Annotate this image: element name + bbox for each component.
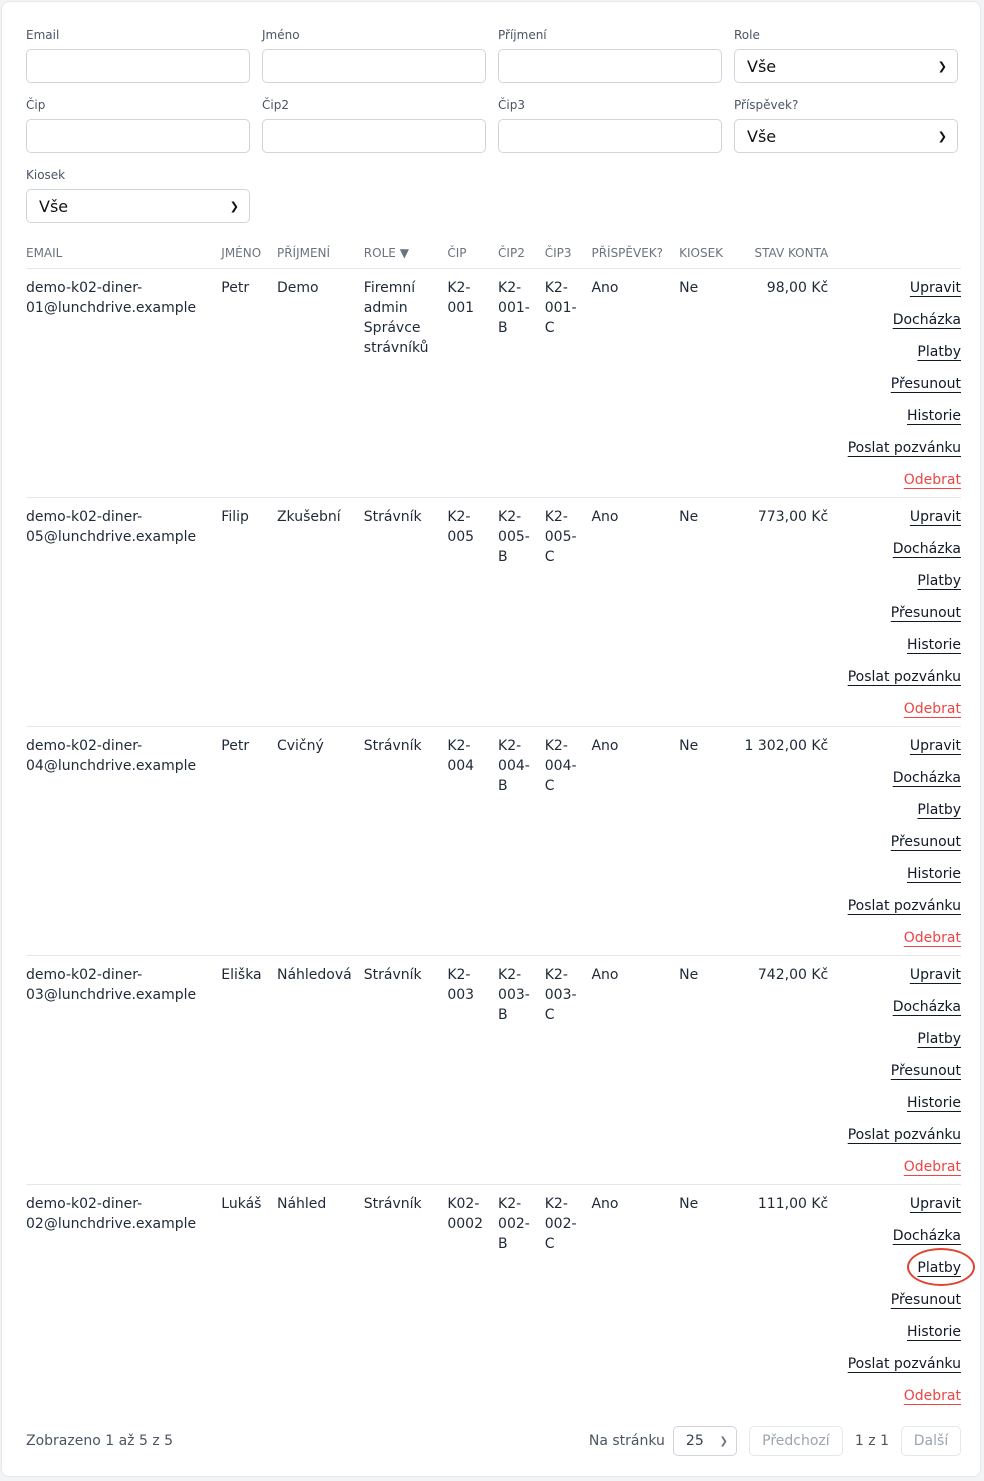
next-page-button[interactable]: Další [901, 1426, 961, 1456]
role-filter-value: Vše [747, 56, 777, 76]
cell-kiosk: Ne [679, 727, 744, 956]
cell-kiosk: Ne [679, 269, 744, 498]
header-chip[interactable]: ČIP [447, 238, 498, 269]
cell-contribution: Ano [591, 1196, 619, 1212]
table-row [26, 269, 961, 498]
chip2-line: 005- [498, 529, 530, 545]
chip3-line: 002- [544, 1216, 577, 1232]
cell-last-name: Cvičný [277, 727, 364, 956]
cell-first-name: Petr [221, 727, 277, 956]
sort-desc-icon: ▼ [399, 246, 409, 260]
chip2-line: B [498, 549, 508, 565]
edit-button[interactable]: Upravit [909, 280, 961, 296]
send-invite-button[interactable]: Poslat pozvánku [847, 1356, 961, 1372]
chip3-line: C [544, 778, 555, 794]
cell-role [364, 727, 448, 956]
per-page-label: Na stránku [588, 1433, 665, 1449]
chip3-line: 004- [544, 758, 577, 774]
chip3-filter-input[interactable] [498, 119, 722, 153]
remove-button[interactable]: Odebrat [903, 930, 961, 946]
chip-filter-label: Čip [26, 98, 46, 112]
page-indicator: 1 z 1 [854, 1433, 889, 1449]
cell-email [26, 269, 221, 498]
move-button[interactable]: Přesunout [890, 605, 961, 621]
kiosk-filter-value: Vše [39, 196, 69, 216]
chip2-filter-input[interactable] [262, 119, 486, 153]
cell-role [364, 956, 448, 1185]
cell-role [364, 269, 448, 498]
payments-button[interactable]: Platby [917, 802, 961, 818]
history-button[interactable]: Historie [906, 408, 961, 424]
header-balance[interactable]: STAV KONTA [745, 238, 837, 269]
send-invite-button[interactable]: Poslat pozvánku [847, 898, 961, 914]
kiosk-filter-select[interactable] [26, 189, 250, 223]
kiosk-filter [26, 166, 250, 236]
email-line: 03@lunchdrive.example [26, 987, 197, 1003]
email-line: 04@lunchdrive.example [26, 758, 197, 774]
role-line: Strávník [363, 509, 422, 525]
cell-first-name: Lukáš [221, 1196, 262, 1212]
cell-balance: 111,00 Kč [757, 1196, 829, 1212]
attendance-button[interactable]: Docházka [892, 312, 961, 328]
chip2-line: B [498, 1007, 508, 1023]
cell-chip [447, 1185, 498, 1418]
table-row [26, 498, 961, 727]
cell-contribution: Ano [591, 956, 679, 1185]
email-line: demo-k02-diner- [26, 738, 143, 754]
cell-kiosk: Ne [679, 956, 744, 1185]
attendance-button[interactable]: Docházka [892, 770, 961, 786]
chevron-down-icon: ❯ [937, 59, 947, 73]
chip-line: 005 [447, 529, 475, 545]
header-chip2[interactable]: ČIP2 [498, 238, 545, 269]
chip2-line: 003- [498, 987, 530, 1003]
users-table [26, 238, 961, 1418]
payments-button[interactable]: Platby [917, 344, 961, 360]
cell-balance: 98,00 Kč [745, 269, 837, 498]
role-line: admin [363, 300, 408, 316]
header-last-name[interactable]: PŘÍJMENÍ [277, 238, 364, 269]
cell-chip2 [498, 498, 545, 727]
payments-button[interactable]: Platby [836, 1258, 961, 1278]
role-filter-label: Role [734, 28, 760, 42]
attendance-button[interactable]: Docházka [892, 999, 961, 1015]
attendance-button[interactable]: Docházka [892, 541, 961, 557]
edit-button[interactable]: Upravit [909, 1196, 961, 1212]
chip3-line: K2- [544, 738, 568, 754]
table-row [26, 727, 961, 956]
history-button[interactable]: Historie [906, 1324, 961, 1340]
history-button[interactable]: Historie [906, 866, 961, 882]
chip3-line: K2- [544, 509, 568, 525]
last-name-filter [498, 26, 722, 96]
contribution-filter-select[interactable] [734, 119, 958, 153]
role-line: Firemní [363, 280, 416, 296]
table-header [26, 238, 961, 269]
remove-button[interactable]: Odebrat [903, 1388, 961, 1404]
email-line: demo-k02-diner- [26, 280, 143, 296]
cell-last-name: Demo [277, 269, 364, 498]
chevron-down-icon: ❯ [937, 129, 947, 143]
per-page-select[interactable] [673, 1426, 737, 1456]
first-name-filter-label: Jméno [262, 28, 300, 42]
last-name-filter-label: Příjmení [498, 28, 547, 42]
email-line: demo-k02-diner- [26, 1196, 143, 1212]
header-first-name[interactable]: JMÉNO [221, 238, 277, 269]
chip2-line: K2- [498, 509, 522, 525]
remove-button[interactable]: Odebrat [903, 472, 961, 488]
cell-role [364, 498, 448, 727]
role-line: strávníků [363, 340, 429, 356]
chip-line: 0002 [447, 1216, 483, 1232]
chip3-filter-label: Čip3 [498, 98, 525, 112]
chip3-line: K2- [544, 1196, 568, 1212]
chip-filter-input[interactable] [26, 119, 250, 153]
cell-actions [836, 1185, 961, 1418]
chip-line: K2- [447, 280, 471, 296]
filters-panel [26, 26, 959, 236]
cell-kiosk: Ne [679, 1196, 699, 1212]
chip-line: K2- [447, 967, 471, 983]
header-contribution[interactable]: PŘÍSPĚVEK? [591, 238, 679, 269]
chip3-line: K2- [544, 967, 568, 983]
chip2-line: 004- [498, 758, 530, 774]
chip-line: 004 [447, 758, 475, 774]
remove-button[interactable]: Odebrat [903, 701, 961, 717]
chip2-line: B [498, 320, 508, 336]
cell-actions [836, 727, 961, 956]
payments-button[interactable]: Platby [917, 573, 961, 589]
chevron-down-icon: ❯ [229, 199, 239, 213]
cell-balance: 773,00 Kč [745, 498, 837, 727]
role-line: Strávník [363, 1196, 422, 1212]
send-invite-button[interactable]: Poslat pozvánku [847, 440, 961, 456]
chip2-line: 002- [498, 1216, 530, 1232]
cell-last-name: Zkušební [277, 498, 364, 727]
cell-email [26, 727, 221, 956]
edit-button[interactable]: Upravit [909, 738, 961, 754]
role-line: Strávník [363, 738, 422, 754]
cell-contribution: Ano [591, 498, 679, 727]
edit-button[interactable]: Upravit [909, 967, 961, 983]
chip3-line: C [544, 1007, 555, 1023]
move-button[interactable]: Přesunout [890, 834, 961, 850]
role-filter-select[interactable] [734, 49, 958, 83]
chip3-line: C [544, 320, 555, 336]
first-name-filter [262, 26, 486, 96]
email-line: demo-k02-diner- [26, 967, 143, 983]
header-role-label: ROLE [363, 246, 396, 260]
chip2-line: K2- [498, 967, 522, 983]
chip3-filter [498, 96, 722, 166]
header-role[interactable] [364, 238, 448, 269]
users-card [1, 1, 981, 1477]
chip2-line: B [498, 778, 508, 794]
move-button[interactable]: Přesunout [890, 1063, 961, 1079]
cell-chip2 [498, 1185, 545, 1418]
chip-line: K02- [447, 1196, 480, 1212]
previous-page-button[interactable]: Předchozí [749, 1426, 843, 1456]
chip2-filter [262, 96, 486, 166]
chip-line: 001 [447, 300, 475, 316]
cell-first-name: Petr [221, 269, 277, 498]
chip2-line: K2- [498, 1196, 522, 1212]
cell-chip3 [545, 1185, 592, 1418]
cell-chip3 [545, 498, 592, 727]
first-name-filter-input[interactable] [262, 49, 486, 83]
chip2-line: 001- [498, 300, 530, 316]
email-line: 05@lunchdrive.example [26, 529, 197, 545]
contribution-filter-value: Vše [747, 126, 777, 146]
cell-chip [447, 727, 498, 956]
email-line: demo-k02-diner- [26, 509, 143, 525]
header-kiosk[interactable]: KIOSEK [679, 238, 744, 269]
cell-role [364, 1185, 448, 1418]
remove-button[interactable]: Odebrat [903, 1159, 961, 1175]
send-invite-button[interactable]: Poslat pozvánku [847, 669, 961, 685]
contribution-filter-label: Příspěvek? [734, 98, 799, 112]
role-line: Správce [363, 320, 421, 336]
kiosk-filter-label: Kiosek [26, 168, 66, 182]
cell-chip3 [545, 269, 592, 498]
history-button[interactable]: Historie [906, 637, 961, 653]
cell-chip [447, 269, 498, 498]
table-row [26, 1185, 961, 1418]
cell-actions [836, 269, 961, 498]
cell-chip2 [498, 269, 545, 498]
chip3-line: K2- [544, 280, 568, 296]
cell-actions [836, 498, 961, 727]
pagination-bar [26, 1425, 961, 1457]
cell-first-name: Eliška [221, 956, 277, 1185]
chip2-filter-label: Čip2 [262, 98, 289, 112]
last-name-filter-input[interactable] [498, 49, 722, 83]
email-filter [26, 26, 250, 96]
cell-last-name: Náhledová [277, 956, 364, 1185]
cell-balance: 1 302,00 Kč [745, 727, 837, 956]
cell-email [26, 956, 221, 1185]
cell-chip3 [545, 727, 592, 956]
cell-kiosk: Ne [679, 498, 744, 727]
email-line: 02@lunchdrive.example [26, 1216, 197, 1232]
role-line: Strávník [363, 967, 422, 983]
header-chip3[interactable]: ČIP3 [545, 238, 592, 269]
chip3-line: 005- [544, 529, 577, 545]
cell-contribution: Ano [591, 727, 679, 956]
history-button[interactable]: Historie [906, 1095, 961, 1111]
cell-first-name: Filip [221, 498, 277, 727]
chip2-line: B [498, 1236, 508, 1252]
cell-contribution: Ano [591, 269, 679, 498]
table-row [26, 956, 961, 1185]
results-summary: Zobrazeno 1 až 5 z 5 [26, 1433, 174, 1449]
contribution-filter [734, 96, 958, 166]
cell-email [26, 1185, 221, 1418]
send-invite-button[interactable]: Poslat pozvánku [847, 1127, 961, 1143]
email-filter-label: Email [26, 28, 60, 42]
move-button[interactable]: Přesunout [890, 376, 961, 392]
header-actions [836, 238, 961, 269]
move-button[interactable]: Přesunout [890, 1292, 961, 1308]
chip2-line: K2- [498, 280, 522, 296]
per-page-value: 25 [685, 1433, 704, 1449]
role-filter [734, 26, 958, 96]
chip-filter [26, 96, 250, 166]
email-filter-input[interactable] [26, 49, 250, 83]
cell-last-name: Náhled [276, 1196, 327, 1212]
edit-button[interactable]: Upravit [909, 509, 961, 525]
cell-chip [447, 498, 498, 727]
attendance-button[interactable]: Docházka [892, 1228, 961, 1244]
chip-line: K2- [447, 509, 471, 525]
payments-button[interactable]: Platby [917, 1031, 961, 1047]
header-email[interactable]: EMAIL [26, 238, 221, 269]
chip3-line: C [544, 1236, 555, 1252]
cell-actions [836, 956, 961, 1185]
cell-chip2 [498, 727, 545, 956]
chip3-line: C [544, 549, 555, 565]
chip2-line: K2- [498, 738, 522, 754]
cell-balance: 742,00 Kč [745, 956, 837, 1185]
chip-line: 003 [447, 987, 475, 1003]
chip3-line: 003- [544, 987, 577, 1003]
chevron-down-icon: ❯ [719, 1435, 728, 1447]
cell-chip3 [545, 956, 592, 1185]
chip3-line: 001- [544, 300, 577, 316]
cell-chip2 [498, 956, 545, 1185]
cell-email [26, 498, 221, 727]
email-line: 01@lunchdrive.example [26, 300, 197, 316]
chip-line: K2- [447, 738, 471, 754]
cell-chip [447, 956, 498, 1185]
